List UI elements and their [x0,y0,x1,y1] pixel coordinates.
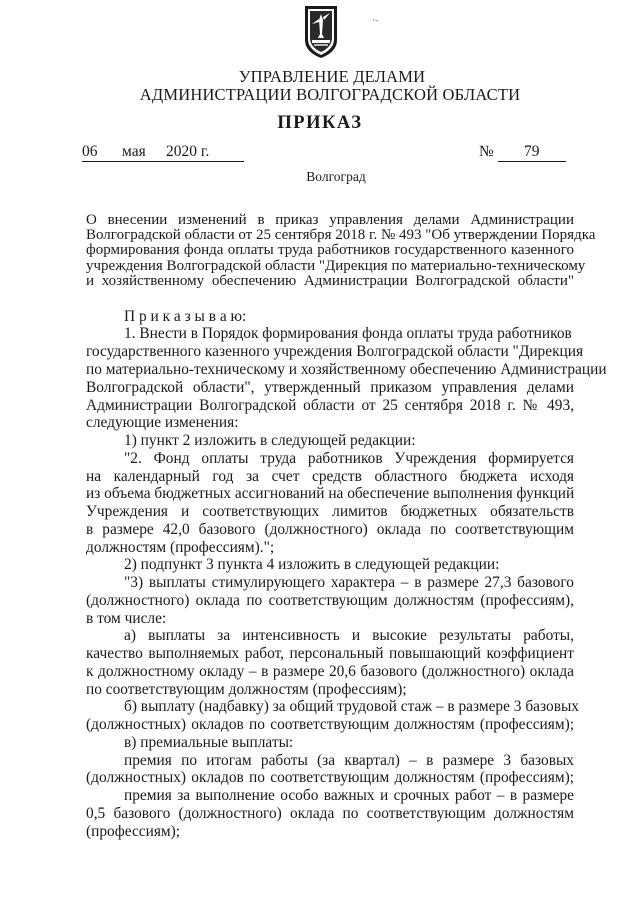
body-line: (должностного) оклада по соответствующим должностям (профессиям), [86,592,574,609]
number-value: 79 [498,143,566,162]
body-line: Администрации Волгоградской области от 25 сентября 2018 г. № 493, [86,397,574,414]
subject-line: формирования фонда оплаты труда работников государственного казенного [86,242,574,259]
body-line: Волгоградской области", утвержденный приказом управления делами [86,379,574,396]
body-line: Учреждения и соответствующих лимитов бюджетных обязательств [86,503,574,520]
document-city: Волгоград [306,169,366,184]
date-year: 2020 г. [164,143,244,162]
body-line: по материально-техническому и хозяйственному обеспечению Администрации [86,361,607,378]
subject-line: Волгоградской области от 25 сентября 2018 г. № 493 "Об утверждении Порядка [86,227,596,244]
body-line: 1) пункт 2 изложить в следующей редакции: [124,432,416,449]
subject-line: учреждения Волгоградской области "Дирекция по материально-техническому [86,257,586,274]
body-line: П р и к а з ы в а ю: [124,308,247,325]
document-title: ПРИКАЗ [277,113,363,133]
body-line: б) выплату (надбавку) за общий трудовой стаж – в размере 3 базовых [124,698,579,715]
document-subject [86,212,596,289]
body-line: 0,5 базового (должностного) оклада по соответствующим должностям [86,805,574,822]
body-line: а) выплаты за интенсивность и высокие результаты работы, [124,627,574,644]
body-line: премия по итогам работы (за квартал) – в размере 3 базовых [124,752,574,769]
document-number [479,143,566,162]
subject-line: О внесении изменений в приказ управления делами Администрации [86,212,574,228]
body-line: "2. Фонд оплаты труда работников Учреждения формируется [124,450,574,467]
body-line: в размере 42,0 базового (должностного) оклада по соответствующим [86,521,574,538]
date-month: мая [122,143,164,162]
body-line: в том числе: [86,610,167,627]
body-line: следующие изменения: [86,414,239,431]
document-date [82,143,244,162]
body-line: государственного казенного учреждения Волгоградской области "Дирекция [86,343,584,360]
body-line: (должностных) окладов по соответствующим должностям (профессиям); [86,769,574,786]
org-name-line2: АДМИНИСТРАЦИИ ВОЛГОГРАДСКОЙ ОБЛАСТИ [139,85,521,104]
body-line: к должностному окладу – в размере 20,6 базового (должностного) оклада [86,663,574,680]
number-label: № [479,143,494,160]
body-line: (должностных) окладов по соответствующим должностям (профессиям); [86,716,574,733]
body-line: должностям (профессиям)."; [86,539,275,556]
body-line: по соответствующим должностям (профессиям); [86,681,407,698]
body-line: премия за выполнение особо важных и срочных работ – в размере [124,787,574,804]
body-line: 2) подпункт 3 пункта 4 изложить в следующей редакции: [124,556,500,573]
org-name-line1: УПРАВЛЕНИЕ ДЕЛАМИ [238,67,426,86]
body-line: (профессиям); [86,823,181,840]
body-line: на календарный год за счет средств областного бюджета исходя [86,468,574,485]
body-line: "3) выплаты стимулирующего характера – в размере 27,3 базового [124,574,574,591]
coat-of-arms-emblem [302,4,340,60]
body-line: в) премиальные выплаты: [124,734,294,751]
body-line: качество выполняемых работ, персональный повышающий коэффициент [86,645,574,662]
body-line: из объема бюджетных ассигнований на обеспечение выполнения функций [86,485,575,502]
scan-speck: ·- [372,15,378,25]
body-line: 1. Внести в Порядок формирования фонда оплаты труда работников [124,325,572,342]
date-day: 06 [82,143,122,162]
subject-line: и хозяйственному обеспечению Администрации Волгоградской области" [86,272,574,289]
